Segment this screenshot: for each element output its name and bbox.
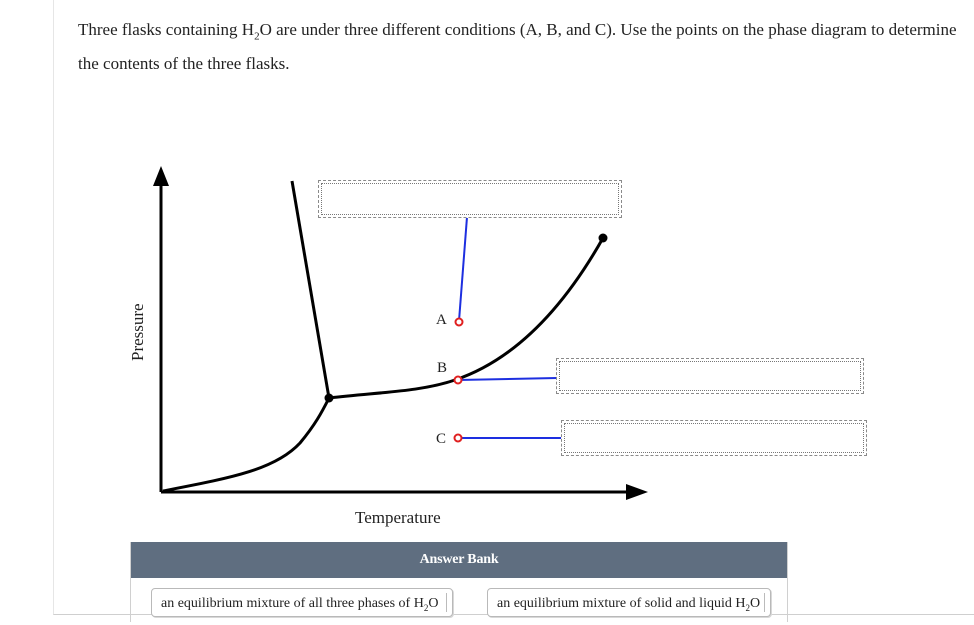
question-text-part1: Three flasks containing H [78,20,255,39]
drag-handle-icon [446,593,449,612]
answer-bank-title: Answer Bank [419,552,499,567]
drop-target-c[interactable] [561,420,867,456]
drop-target-a[interactable] [318,180,622,218]
drop-target-a-inner [321,183,619,215]
answer-chip-subscript: 2 [423,602,429,613]
point-b-label: B [437,360,448,376]
drop-target-b-inner [559,361,861,391]
answer-chip-tail: O [749,596,761,611]
drop-target-c-inner [564,423,864,453]
y-axis-arrowhead [153,166,169,186]
answer-chip-subscript: 2 [745,602,750,613]
connector-a [459,217,467,321]
x-axis-label: Temperature [355,508,441,527]
connector-b [458,378,557,380]
point-a-marker [456,319,463,326]
drop-target-b[interactable] [556,358,864,394]
point-c-label: C [436,431,447,447]
point-b-marker [455,377,462,384]
point-c-marker [455,435,462,442]
answer-chip-text: an equilibrium mixture of solid and liquid H [497,596,746,611]
answer-chip-text: an equilibrium mixture of all three phases of H [161,596,424,611]
answer-chip-tail: O [428,596,439,611]
y-axis-label: Pressure [128,303,147,361]
sublimation-curve [163,398,329,491]
critical-point [599,234,608,243]
x-axis-arrowhead [626,484,648,500]
answer-bank-header [131,542,787,578]
point-a-label: A [436,312,447,328]
question-subscript: 2 [254,30,260,43]
question-text-part2: O are under three different conditions (A, B, and C). Use the points on the phase diagram to determine the contents of the three flasks. [78,20,957,74]
triple-point [325,394,334,403]
answer-chip-solid-liquid[interactable] [487,588,771,617]
drag-handle-icon [764,593,767,612]
answer-chip-three-phases[interactable] [151,588,453,617]
answer-bank [130,542,788,622]
